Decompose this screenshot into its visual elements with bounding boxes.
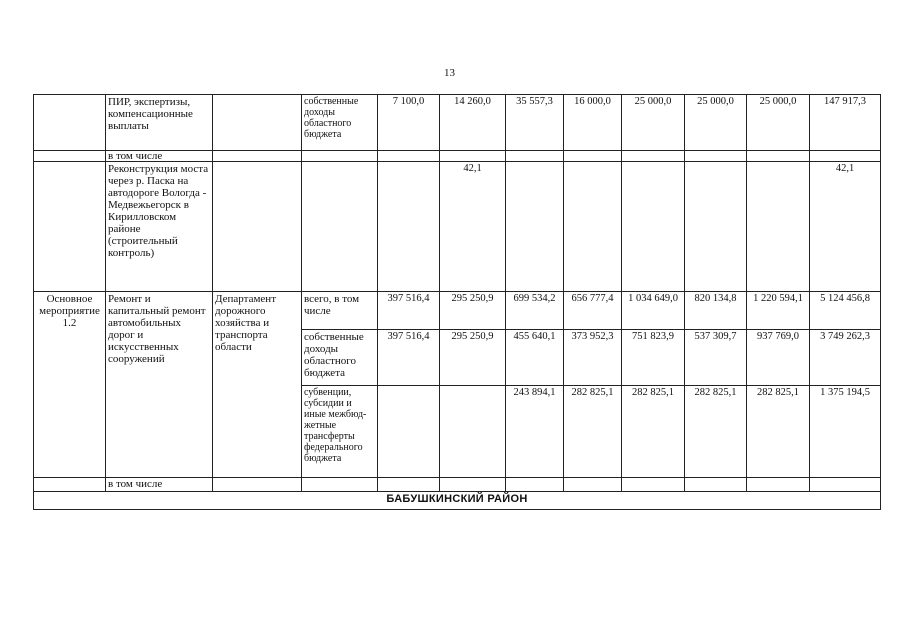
value-cell: 373 952,3 (564, 330, 622, 386)
value-cell (378, 162, 440, 292)
table-row (34, 478, 881, 492)
empty-cell (302, 162, 378, 292)
page-number: 13 (444, 67, 455, 79)
value-cell: 397 516,4 (378, 292, 440, 330)
value-cell: 1 375 194,5 (810, 386, 881, 478)
region-heading: БАБУШКИНСКИЙ РАЙОН (34, 492, 881, 510)
empty-cell (564, 478, 622, 492)
empty-cell (302, 151, 378, 162)
value-cell: 656 777,4 (564, 292, 622, 330)
value-cell: 1 034 649,0 (622, 292, 685, 330)
source-cell: собственные доходы областного бюджета (302, 330, 378, 386)
empty-cell (747, 151, 810, 162)
value-cell (440, 386, 506, 478)
value-cell: 35 557,3 (506, 95, 564, 151)
in-that-number-cell: в том числе (106, 478, 213, 492)
value-cell: 14 260,0 (440, 95, 506, 151)
empty-cell (378, 151, 440, 162)
value-cell: 147 917,3 (810, 95, 881, 151)
value-cell (506, 162, 564, 292)
value-cell: 3 749 262,3 (810, 330, 881, 386)
empty-cell (440, 478, 506, 492)
table-row (34, 95, 881, 151)
executor-cell: Департамент дорожного хозяйства и транспорта области (213, 292, 302, 478)
value-cell: 25 000,0 (747, 95, 810, 151)
table-row (34, 162, 881, 292)
value-cell (622, 162, 685, 292)
empty-cell (747, 478, 810, 492)
value-cell: 25 000,0 (685, 95, 747, 151)
empty-cell (440, 151, 506, 162)
value-cell (378, 386, 440, 478)
empty-cell (34, 478, 106, 492)
empty-cell (34, 151, 106, 162)
budget-table (33, 94, 881, 510)
empty-cell (622, 478, 685, 492)
value-cell: 937 769,0 (747, 330, 810, 386)
value-cell: 282 825,1 (747, 386, 810, 478)
value-cell: 42,1 (810, 162, 881, 292)
name-cell: Реконструкция моста через р. Паска на автодороге Вологда - Медвежьегорск в Кирилловском районе (строительный контроль) (106, 162, 213, 292)
value-cell: 7 100,0 (378, 95, 440, 151)
empty-cell (34, 162, 106, 292)
value-cell: 1 220 594,1 (747, 292, 810, 330)
value-cell: 295 250,9 (440, 330, 506, 386)
empty-cell (685, 478, 747, 492)
value-cell: 42,1 (440, 162, 506, 292)
empty-cell (622, 151, 685, 162)
value-cell: 397 516,4 (378, 330, 440, 386)
source-cell: субвенции, субсидии и иные межбюд-жетные трансферты федерального бюджета (302, 386, 378, 478)
value-cell: 455 640,1 (506, 330, 564, 386)
table-row (34, 492, 881, 510)
name-cell: Ремонт и капитальный ремонт автомобильных дорог и искусственных сооружений (106, 292, 213, 478)
value-cell: 295 250,9 (440, 292, 506, 330)
empty-cell (213, 151, 302, 162)
empty-cell (685, 151, 747, 162)
empty-cell (506, 478, 564, 492)
value-cell: 537 309,7 (685, 330, 747, 386)
empty-cell (810, 478, 881, 492)
value-cell: 751 823,9 (622, 330, 685, 386)
empty-cell (564, 151, 622, 162)
event-cell (34, 95, 106, 151)
value-cell: 243 894,1 (506, 386, 564, 478)
value-cell: 5 124 456,8 (810, 292, 881, 330)
empty-cell (506, 151, 564, 162)
table-row (34, 151, 881, 162)
event-cell: Основное мероприятие 1.2 (34, 292, 106, 478)
value-cell (564, 162, 622, 292)
source-cell: всего, в том числе (302, 292, 378, 330)
in-that-number-cell: в том числе (106, 151, 213, 162)
name-cell: ПИР, экспертизы, компенсационные выплаты (106, 95, 213, 151)
executor-cell (213, 95, 302, 151)
empty-cell (810, 151, 881, 162)
value-cell: 699 534,2 (506, 292, 564, 330)
value-cell (747, 162, 810, 292)
empty-cell (213, 478, 302, 492)
empty-cell (378, 478, 440, 492)
table-row (34, 292, 881, 330)
empty-cell (213, 162, 302, 292)
source-cell: собственные доходы областного бюджета (302, 95, 378, 151)
value-cell (685, 162, 747, 292)
value-cell: 820 134,8 (685, 292, 747, 330)
value-cell: 282 825,1 (564, 386, 622, 478)
value-cell: 16 000,0 (564, 95, 622, 151)
value-cell: 282 825,1 (685, 386, 747, 478)
empty-cell (302, 478, 378, 492)
value-cell: 282 825,1 (622, 386, 685, 478)
value-cell: 25 000,0 (622, 95, 685, 151)
